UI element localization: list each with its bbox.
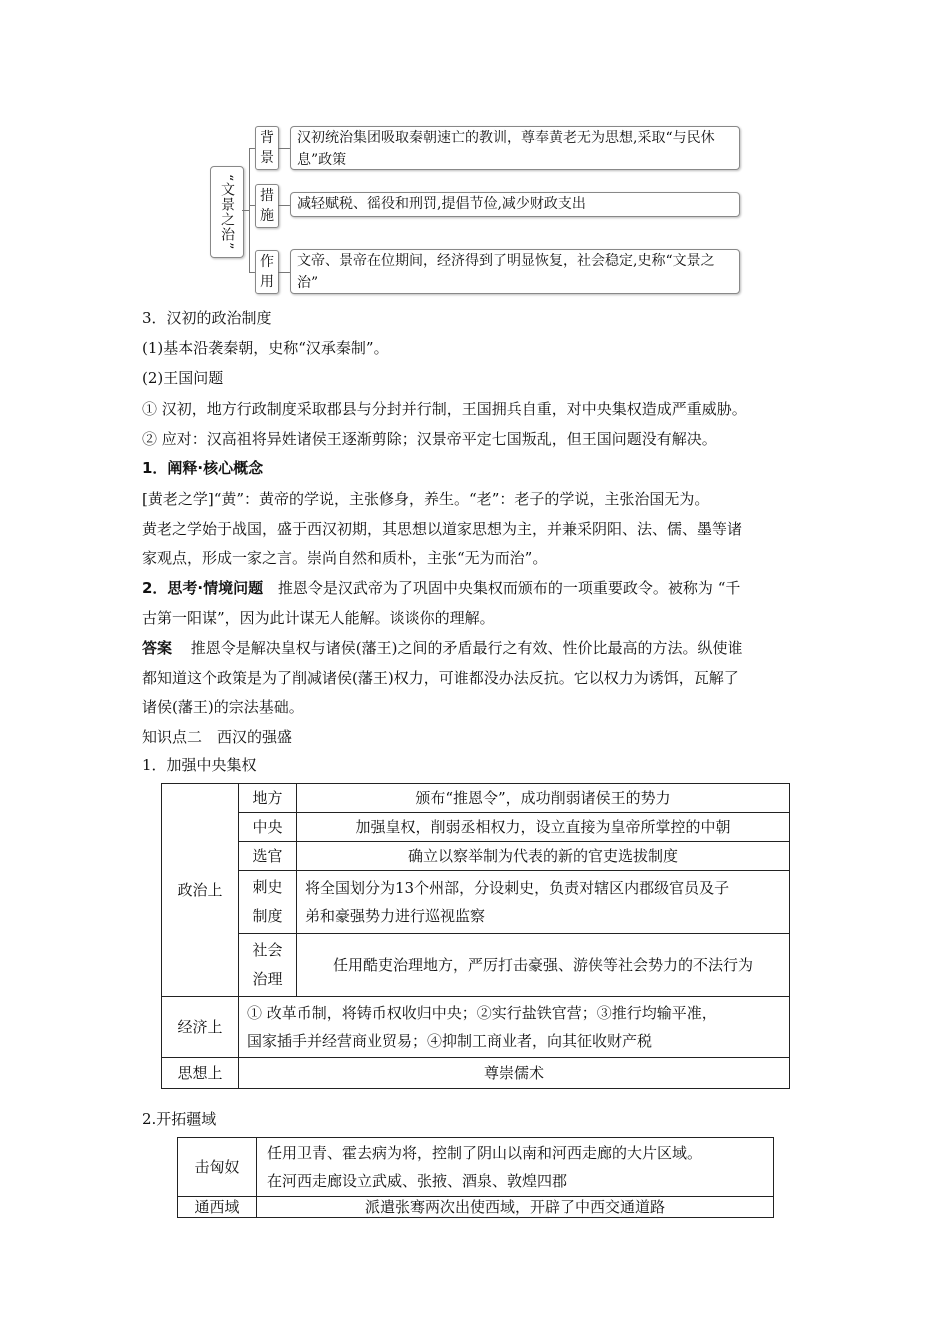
table-text-line: ① 改革币制，将铸币权收归中央；②实行盐铁官营；③推行均输平准，: [247, 1004, 717, 1022]
mindmap-text-effect: 文帝、景帝在位期间，经济得到了明显恢复，社会稳定,史称“文景之治”: [290, 249, 740, 294]
table-text-line: 弟和豪强势力进行巡视监察: [305, 907, 486, 925]
mindmap-label-measures: 措施: [255, 184, 279, 228]
answer-block: [142, 637, 830, 659]
table-cell-value: 派遣张骞两次出使西域，开辟了中西交通道路: [257, 1197, 774, 1218]
mindmap-connector: [278, 205, 290, 206]
table-text-line: 在河西走廊设立武威、张掖、酒泉、敦煌四郡: [267, 1172, 568, 1190]
mindmap-connector: [249, 148, 250, 273]
table-cell-value: 加强皇权，削弱丞相权力，设立直接为皇帝所掌控的中朝: [297, 813, 790, 842]
paragraph: (1)基本沿袭秦朝，史称“汉承秦制”。: [142, 339, 389, 357]
table-text-line: 国家插手并经营商业贸易；④抑制工商业者，向其征收财产税: [247, 1032, 653, 1050]
answer-text: 都知道这个政策是为了削减诸侯(藩王)权力，可谁都没办法反抗。它以权力为诱饵，瓦解了: [142, 669, 739, 687]
section-title: 3．汉初的政治制度: [142, 309, 272, 327]
table-cell-key: 击匈奴: [178, 1138, 257, 1197]
table-cell-value: 尊崇儒术: [239, 1058, 790, 1089]
table-cell-politics: 政治上: [162, 784, 239, 997]
paragraph: ② 应对：汉高祖将异姓诸侯王逐渐剪除；汉景帝平定七国叛乱，但王国问题没有解决。: [142, 430, 717, 448]
knowledge-title: 知识点二 西汉的强盛: [142, 728, 293, 746]
table-cell-key: 社会治理: [239, 934, 297, 997]
think-title: 2．思考·情境问题: [142, 579, 264, 597]
answer-text: 推恩令是解决皇权与诸侯(藩王)之间的矛盾最行之有效、性价比最高的方法。纵使谁: [190, 639, 743, 657]
mindmap-connector: [242, 210, 249, 211]
paragraph: ① 汉初，地方行政制度采取郡县与分封并行制，王国拥兵自重，对中央集权造成严重威胁。: [142, 400, 747, 418]
table-cell-value: [257, 1138, 774, 1197]
answer-text: 诸侯(藩王)的宗法基础。: [142, 698, 304, 716]
answer-label: 答案: [142, 639, 173, 657]
mindmap-text-measures: 减轻赋税、徭役和刑罚,提倡节俭,减少财政支出: [290, 192, 740, 217]
concept-text: 黄老之学始于战国，盛于西汉初期，其思想以道家思想为主，并兼采阴阳、法、儒、墨等诸: [142, 520, 743, 538]
mindmap-label-effect: 作用: [255, 250, 279, 294]
table-cell-economy: 经济上: [162, 997, 239, 1058]
paragraph: (2)王国问题: [142, 369, 224, 387]
centralization-table: [161, 783, 790, 1089]
concept-title: 1．阐释·核心概念: [142, 459, 264, 477]
table-cell-value: [297, 871, 790, 934]
table-cell-key: 通西域: [178, 1197, 257, 1218]
think-text: 古第一阳谋”，因为此计谋无人能解。谈谈你的理解。: [142, 609, 495, 627]
table-cell-key: 中央: [239, 813, 297, 842]
table-cell-thought: 思想上: [162, 1058, 239, 1089]
concept-text: [黄老之学]“黄”：黄帝的学说，主张修身，养生。“老”：老子的学说，主张治国无为。: [142, 490, 710, 508]
think-text: 推恩令是汉武帝为了巩固中央集权而颁布的一项重要政令。被称为 “千: [277, 579, 741, 597]
mindmap-text-background: 汉初统治集团吸取秦朝速亡的教训，尊奉黄老无为思想,采取“与民休息”政策: [290, 126, 740, 170]
table-text-line: 任用卫青、霍去病为将，控制了阴山以南和河西走廊的大片区域。: [267, 1144, 703, 1162]
think-block: [142, 577, 830, 599]
mindmap-connector: [278, 148, 290, 149]
subsection-title: 1．加强中央集权: [142, 756, 257, 774]
mindmap-connector: [278, 272, 290, 273]
table-cell-value: 任用酷吏治理地方，严厉打击豪强、游侠等社会势力的不法行为: [297, 934, 790, 997]
table-cell-value: 颁布“推恩令”，成功削弱诸侯王的势力: [297, 784, 790, 813]
territory-table: [177, 1137, 774, 1218]
mindmap-label-background: 背景: [255, 126, 279, 170]
table-cell-key: 地方: [239, 784, 297, 813]
mindmap-root: “文景之治”: [210, 166, 244, 258]
concept-text: 家观点，形成一家之言。崇尚自然和质朴，主张“无为而治”。: [142, 549, 548, 567]
table-cell-key: 刺史制度: [239, 871, 297, 934]
table-cell-value: [239, 997, 790, 1058]
table-cell-value: 确立以察举制为代表的新的官吏选拔制度: [297, 842, 790, 871]
table-text-line: 将全国划分为13个州部，分设刺史，负责对辖区内郡级官员及子: [305, 879, 730, 897]
table-cell-key: 选官: [239, 842, 297, 871]
subsection-title: 2.开拓疆域: [142, 1110, 217, 1128]
